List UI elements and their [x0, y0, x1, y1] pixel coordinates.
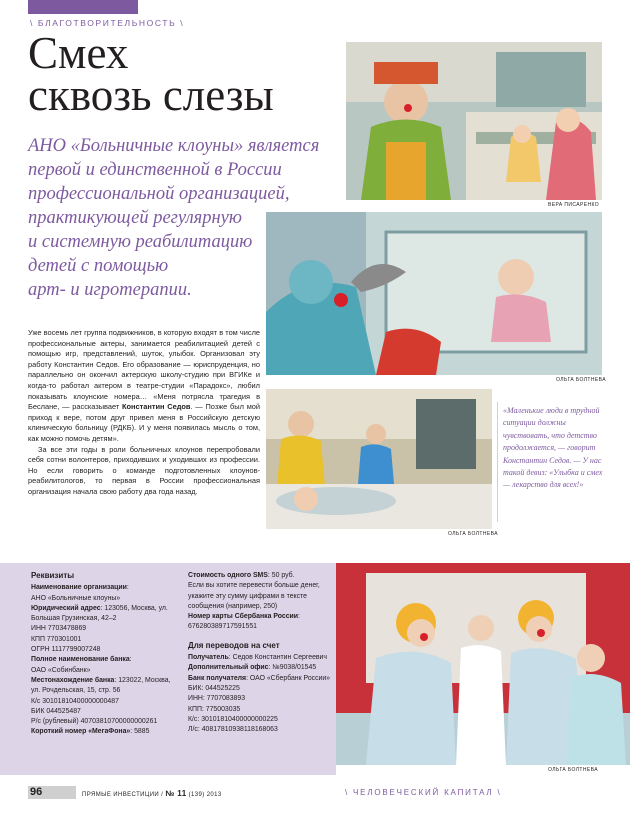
headline-line: сквозь слезы — [28, 70, 274, 120]
quote-rule — [497, 402, 498, 522]
photo-credit: ОЛЬГА БОЛТНЕВА — [556, 377, 606, 383]
sms-row: Стоимость одного SMS: 50 руб. — [188, 572, 295, 579]
inn2-value: ИНН: 7707083893 — [188, 695, 246, 703]
magazine-title: ПРЯМЫЕ ИНВЕСТИЦИИ / — [82, 792, 164, 798]
body-paragraph — [28, 328, 260, 445]
photo-credit: ВЕРА ПИСАРЕНКО — [548, 202, 600, 208]
short-number-label: Короткий номер «МегаФона» — [31, 728, 131, 736]
issue-year: (139) 2013 — [188, 792, 222, 798]
clown-team-photo — [336, 563, 630, 765]
ks-value: К/с 30101810400000000487 — [31, 697, 119, 705]
kpp2-value: КПП: 775003035 — [188, 705, 241, 713]
headline-line: Смех — [28, 28, 129, 78]
magazine-name — [82, 789, 222, 798]
ogrn-value: ОГРН 1117799007248 — [31, 646, 101, 654]
clowns-at-bedside-photo — [266, 389, 492, 529]
body-text-name: Константин Седов — [122, 402, 191, 412]
recipient-bank-value: ОАО «Сбербанк России» — [249, 674, 331, 682]
short-number-value: 5885 — [134, 728, 150, 736]
inn-value: ИНН 7703478869 — [31, 625, 87, 633]
bank-address-label: Местонахождение банка — [31, 676, 115, 684]
lead-line: детей с помощью — [28, 256, 169, 276]
spacer — [188, 633, 333, 641]
lead-line: практикующей регулярную — [28, 208, 242, 228]
office-value: №9038/01545 — [272, 664, 317, 672]
kpp-value: КПП 770301001 — [31, 635, 82, 643]
lead-line: арт- и игротерапии. — [28, 280, 192, 300]
article-body — [28, 328, 260, 498]
recipient-bank-row: Банк получателя: ОАО «Сбербанк России» — [188, 674, 331, 682]
recipient-label: Получатель — [188, 654, 229, 662]
account-heading: Для переводов на счет — [188, 640, 280, 650]
address-row: Юридический адрес: 123056, Москва, ул. Большая Грузинская, 42–2 — [31, 604, 168, 623]
sms-value: 50 руб. — [271, 572, 295, 579]
body-text-run: . — Позже был мой приход к вере, потом друг привел меня в Российскую детскую клиническую больницу (РДКБ). И у меня появилась мысль о том, как можно помочь детям». — [28, 402, 261, 443]
section-label: \ БЛАГОТВОРИТЕЛЬНОСТЬ \ — [30, 18, 185, 28]
sms-label: Стоимость одного SMS — [188, 572, 268, 579]
card-value: 676280389717591551 — [188, 623, 257, 631]
details-title: Реквизиты — [31, 571, 75, 580]
ks2-value: К/с: 30101810400000000225 — [188, 715, 278, 723]
org-value: АНО «Больничные клоуны» — [31, 594, 121, 602]
hospital-ward-photo — [346, 42, 602, 200]
bank-address-value: 123022, Москва, ул. Рочдельская, 15, стр. 56 — [31, 676, 171, 695]
recipient-value: Седов Константин Сергеевич — [232, 654, 327, 662]
issue-number: № 11 — [165, 789, 187, 798]
org-row: Наименование организации: — [31, 584, 129, 592]
lead-line: профессиональной организацией, — [28, 184, 290, 204]
short-number-row: Короткий номер «МегаФона»: 5885 — [31, 728, 150, 736]
page-number: 96 — [30, 786, 43, 798]
address-label: Юридический адрес — [31, 604, 101, 612]
bank-details-column — [31, 571, 181, 738]
lead-line: и системную реабилитацию — [28, 232, 253, 252]
card-label: Номер карты Сбербанка России — [188, 613, 299, 621]
body-paragraph: За все эти годы в роли больничных клоунов перепробовали себя сотни волонтеров, приходивших и уходивших из профессии. Но если говорить о команде подготовленных клоунов-реабилитологов, то первая в России профессиональная организация начала свою работу два года назад. — [28, 444, 260, 496]
rubric-label: \ ЧЕЛОВЕЧЕСКИЙ КАПИТАЛ \ — [345, 788, 502, 797]
section-color-bar — [28, 0, 138, 14]
card-row: Номер карты Сбербанка России: — [188, 613, 300, 621]
payment-column — [188, 571, 333, 735]
office-row: Дополнительный офис: №9038/01545 — [188, 664, 317, 672]
address-value: 123056, Москва, ул. Большая Грузинская, 42–2 — [31, 604, 168, 623]
sms-note: Если вы хотите перевести больше денег, укажите эту сумму цифрами в тексте сообщения (например, 250) — [188, 582, 320, 610]
incubator-photo — [266, 212, 602, 375]
donation-details-panel — [0, 563, 336, 775]
headline — [28, 28, 328, 120]
recipient-bank-label: Банк получателя — [188, 674, 247, 682]
photo-credit: ОЛЬГА БОЛТНЕВА — [548, 767, 598, 773]
ls2-value: Л/с: 40817810938118168063 — [188, 726, 278, 734]
body-text-run: Уже восемь лет группа подвижников, в которую входят в том числе профессиональные актеры, занимается реабилитацией детей с помощью игр, представлений, шуток, улыбок. Организовал эту работу Константин Седов. Его образование — юриспруденция, но параллельно он окончил актерскую школу-студию при ВГИКе и когда-то работал актером в театре-студии «Парадокс», любил показывать клоунские номера… «Меня потрясла трагедия в Беслане, — рассказывает — [28, 328, 260, 412]
bik-value: БИК 044525487 — [31, 707, 81, 715]
bik2-value: БИК: 044525225 — [188, 684, 240, 692]
office-label: Дополнительный офис — [188, 664, 269, 672]
rs-value: Р/с (рублевый) 40703810700000000261 — [31, 718, 158, 726]
photo-credit: ОЛЬГА БОЛТНЕВА — [448, 531, 498, 537]
lead-line: первой и единственной в России — [28, 160, 282, 180]
bank-value: ОАО «Собинбанк» — [31, 666, 91, 674]
bank-row: Полное наименование банка: — [31, 656, 132, 664]
lead-line: АНО «Больничные клоуны» является — [28, 136, 320, 156]
recipient-row: Получатель: Седов Константин Сергеевич — [188, 654, 327, 662]
bank-address-row: Местонахождение банка: 123022, Москва, ул. Рочдельская, 15, стр. 56 — [31, 676, 171, 695]
bank-label: Полное наименование банка — [31, 656, 130, 664]
pull-quote: «Маленькие люди в трудной ситуации должны чувствовать, что детство продолжается, — говорит Константин Седов. — У нас такой девиз: «Улыбка и смех — лекарство для всех!» — [503, 406, 603, 490]
org-label: Наименование организации — [31, 584, 127, 592]
page-footer — [0, 786, 630, 802]
